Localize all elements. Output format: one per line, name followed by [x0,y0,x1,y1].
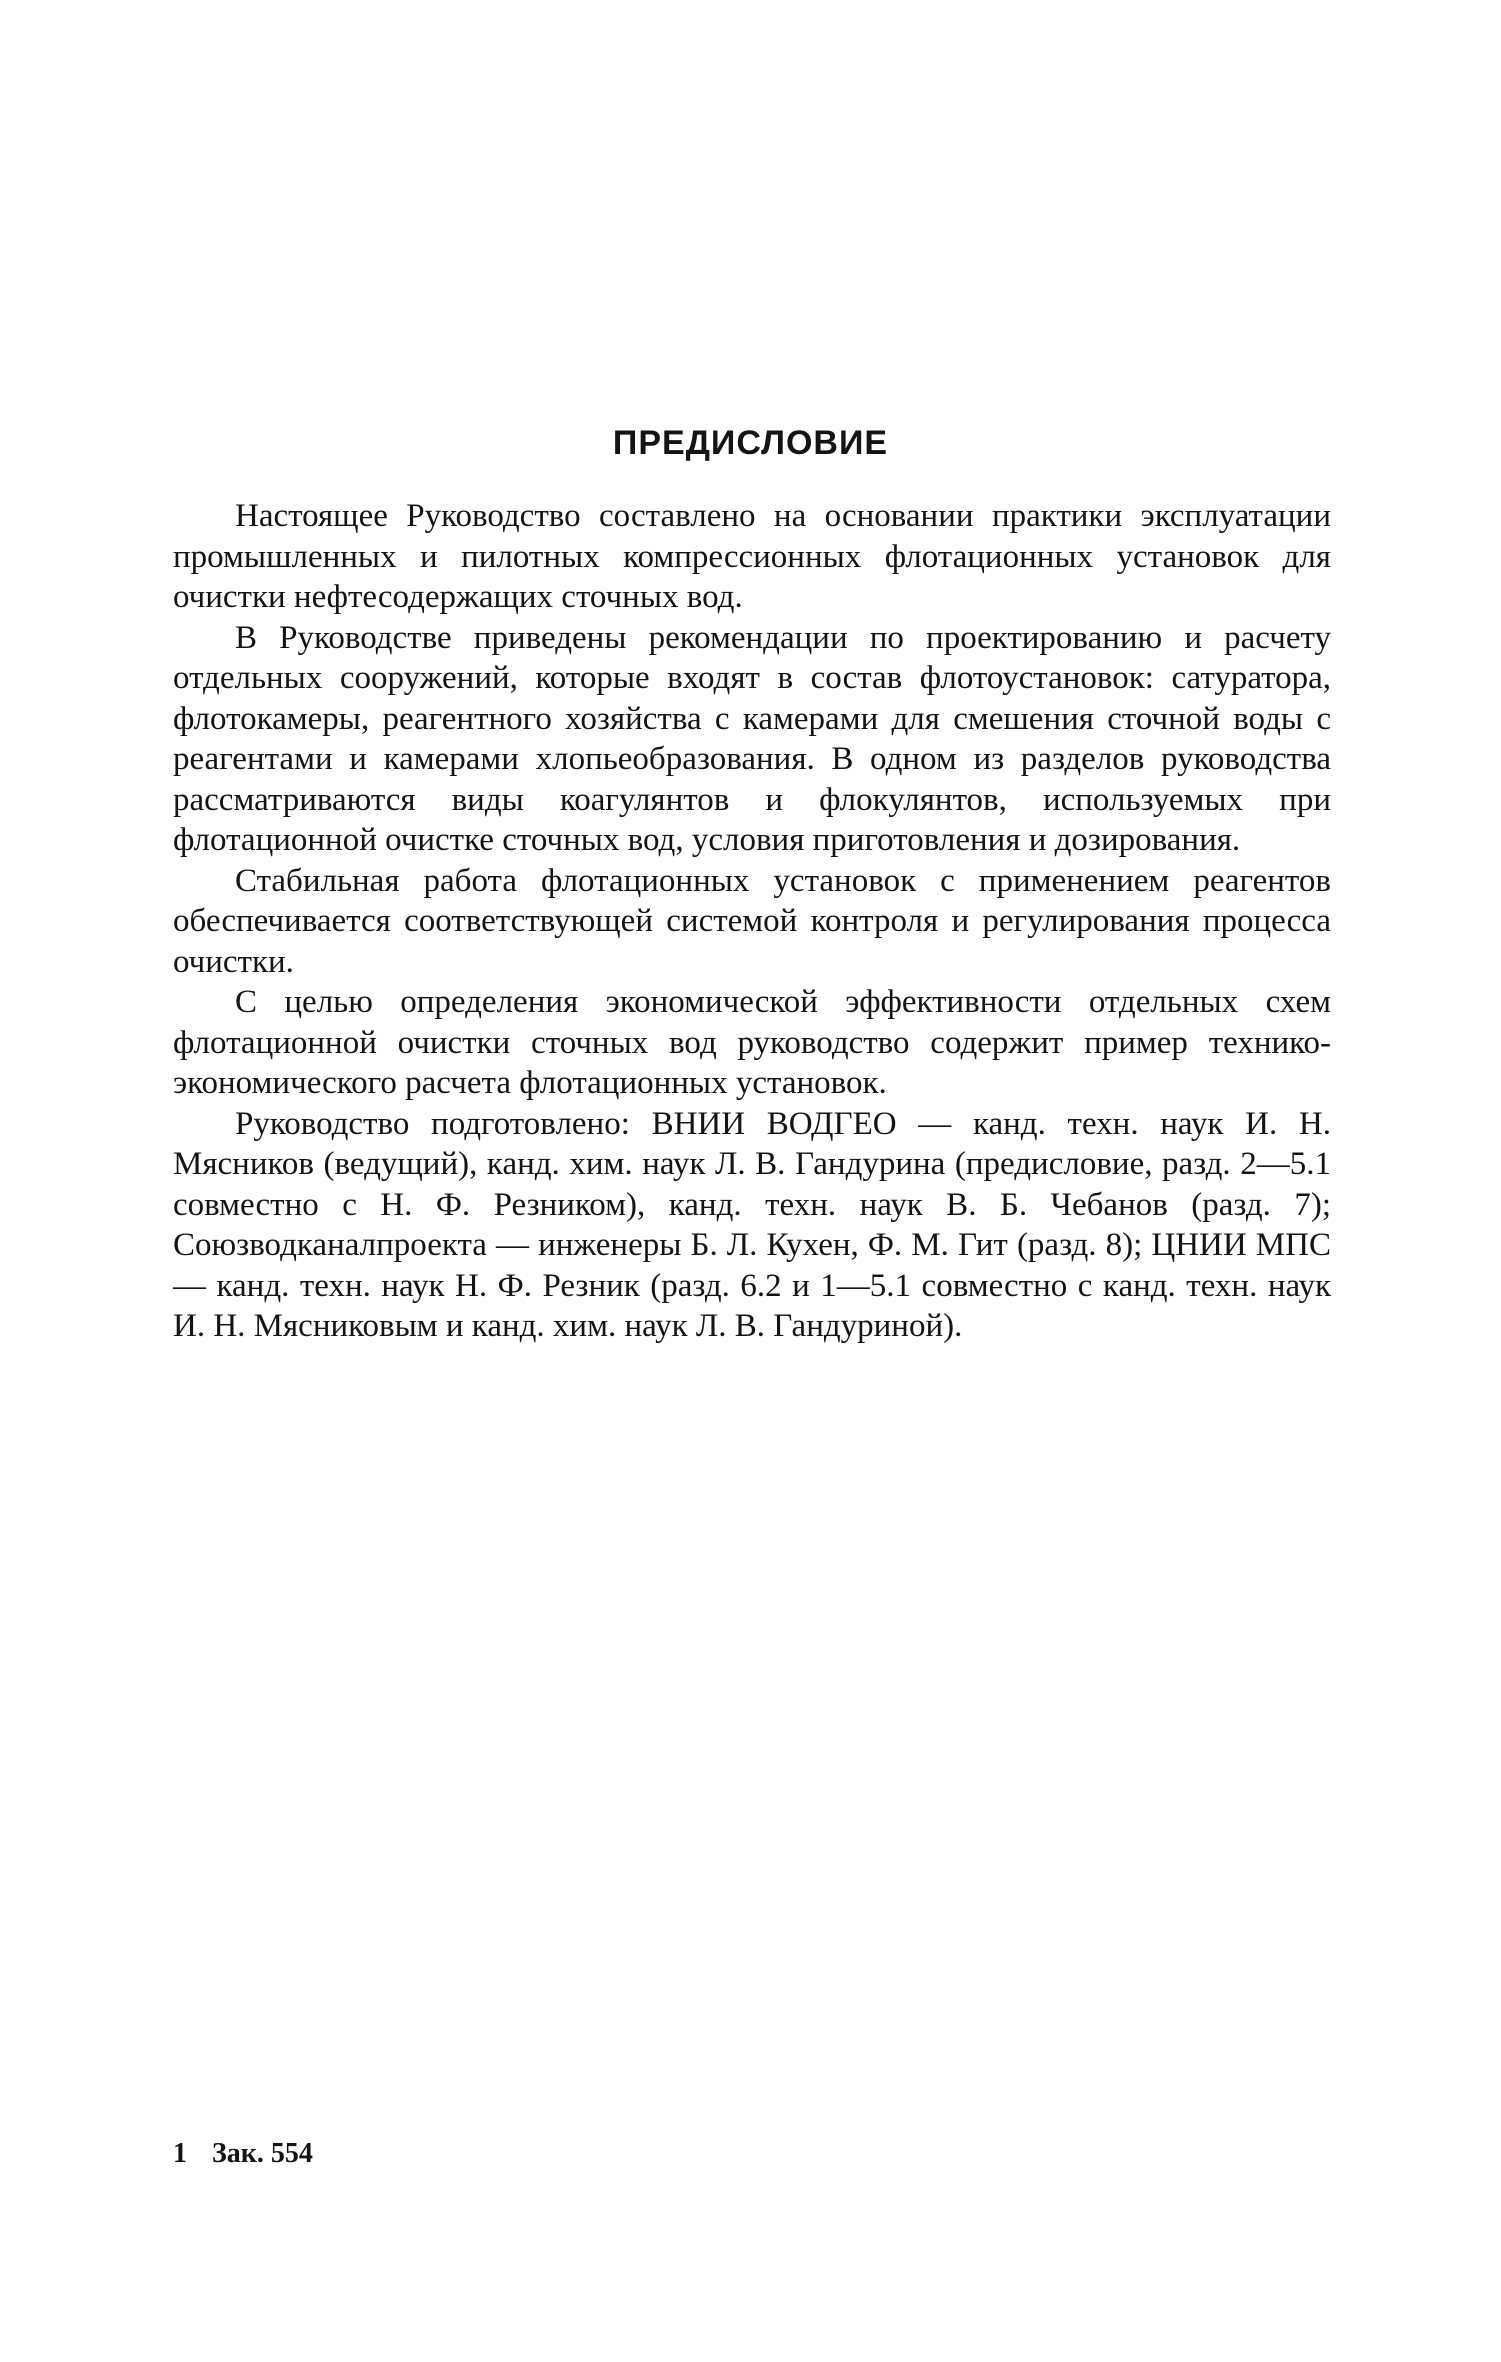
page-footer [173,2138,313,2170]
order-number: Зак. 554 [212,2138,313,2169]
paragraph-1: Настоящее Руководство составлено на основании практики эксплуатации промышленных и пилотных компрессионных флотационных установок для очистки нефтесодержащих сточных вод. [173,498,1331,615]
paragraph-2: В Руководстве приведены рекомендации по проектированию и расчету отдельных сооружений, которые входят в состав флотоустановок: сатуратора, флотокамеры, реагентного хозяйства с камерами для смешения сточной воды с реагентами и камерами хлопьеобразования. В одном из разделов руководства рассматриваются виды коагулянтов и флокулянтов, используемых при флотационной очистке сточных вод, условия приготовления и дозирования. [173,619,1331,858]
preface-body [173,496,1331,1347]
paragraph-3: Стабильная работа флотационных установок с применением реагентов обеспечивается соответствующей системой контроля и регулирования процесса очистки. [173,862,1331,980]
sheet-number: 1 [173,2138,187,2169]
paragraph-5: Руководство подготовлено: ВНИИ ВОДГЕО — канд. техн. наук И. Н. Мясников (ведущий), канд. хим. наук Л. В. Гандурина (предисловие, разд. 2—5.1 совместно с Н. Ф. Резником), канд. техн. наук В. Б. Чебанов (разд. 7); Союзводканалпроекта — инженеры Б. Л. Кухен, Ф. М. Гит (разд. 8); ЦНИИ МПС — канд. техн. наук Н. Ф. Резник (разд. 6.2 и 1—5.1 совместно с канд. техн. наук И. Н. Мясниковым и канд. хим. наук Л. В. Гандуриной). [173,1105,1331,1344]
paragraph-4: С целью определения экономической эффективности отдельных схем флотационной очистки сточных вод руководство содержит пример технико-экономического расчета флотационных установок. [173,984,1331,1101]
page-title: ПРЕДИСЛОВИЕ [612,424,889,462]
